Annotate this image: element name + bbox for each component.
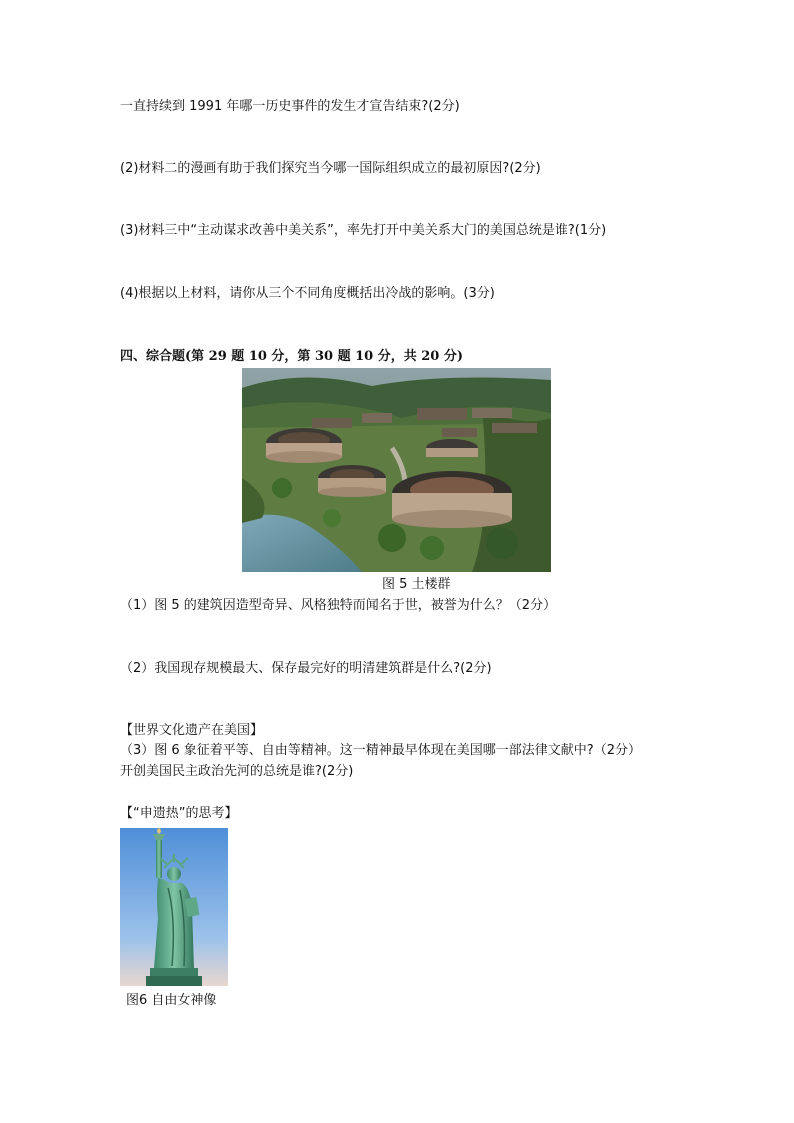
- heading-heritage-reflection: 【“申遗热”的思考】: [120, 806, 238, 821]
- question-p1: （1）图 5 的建筑因造型奇异、风格独特而闻名于世，被誉为什么？（2分）: [120, 598, 557, 613]
- question-4: (4)根据以上材料，请你从三个不同角度概括出冷战的影响。(3分): [120, 286, 495, 301]
- question-p2: （2）我国现存规模最大、保存最完好的明清建筑群是什么?(2分): [120, 661, 492, 676]
- question-3: (3)材料三中“主动谋求改善中美关系”，率先打开中美关系大门的美国总统是谁?(1分): [120, 223, 607, 238]
- figure-5-caption: 图 5 土楼群: [382, 577, 451, 592]
- heading-world-heritage-us: 【世界文化遗产在美国】: [120, 723, 264, 738]
- question-p3a: （3）图 6 象征着平等、自由等精神。这一精神最早体现在美国哪一部法律文献中?（2分）: [120, 743, 641, 758]
- section-heading: 四、综合题(第 29 题 10 分，第 30 题 10 分，共 20 分): [120, 349, 464, 364]
- statue-of-liberty-photo: [120, 828, 228, 986]
- question-continuation: 一直持续到 1991 年哪一历史事件的发生才宣告结束?(2分): [120, 99, 460, 114]
- question-2: (2)材料二的漫画有助于我们探究当今哪一国际组织成立的最初原因?(2分): [120, 161, 541, 176]
- question-p3b: 开创美国民主政治先河的总统是谁?(2分): [120, 764, 354, 779]
- figure-6-caption: 图6 自由女神像: [126, 993, 217, 1008]
- tulou-photo: [242, 368, 551, 572]
